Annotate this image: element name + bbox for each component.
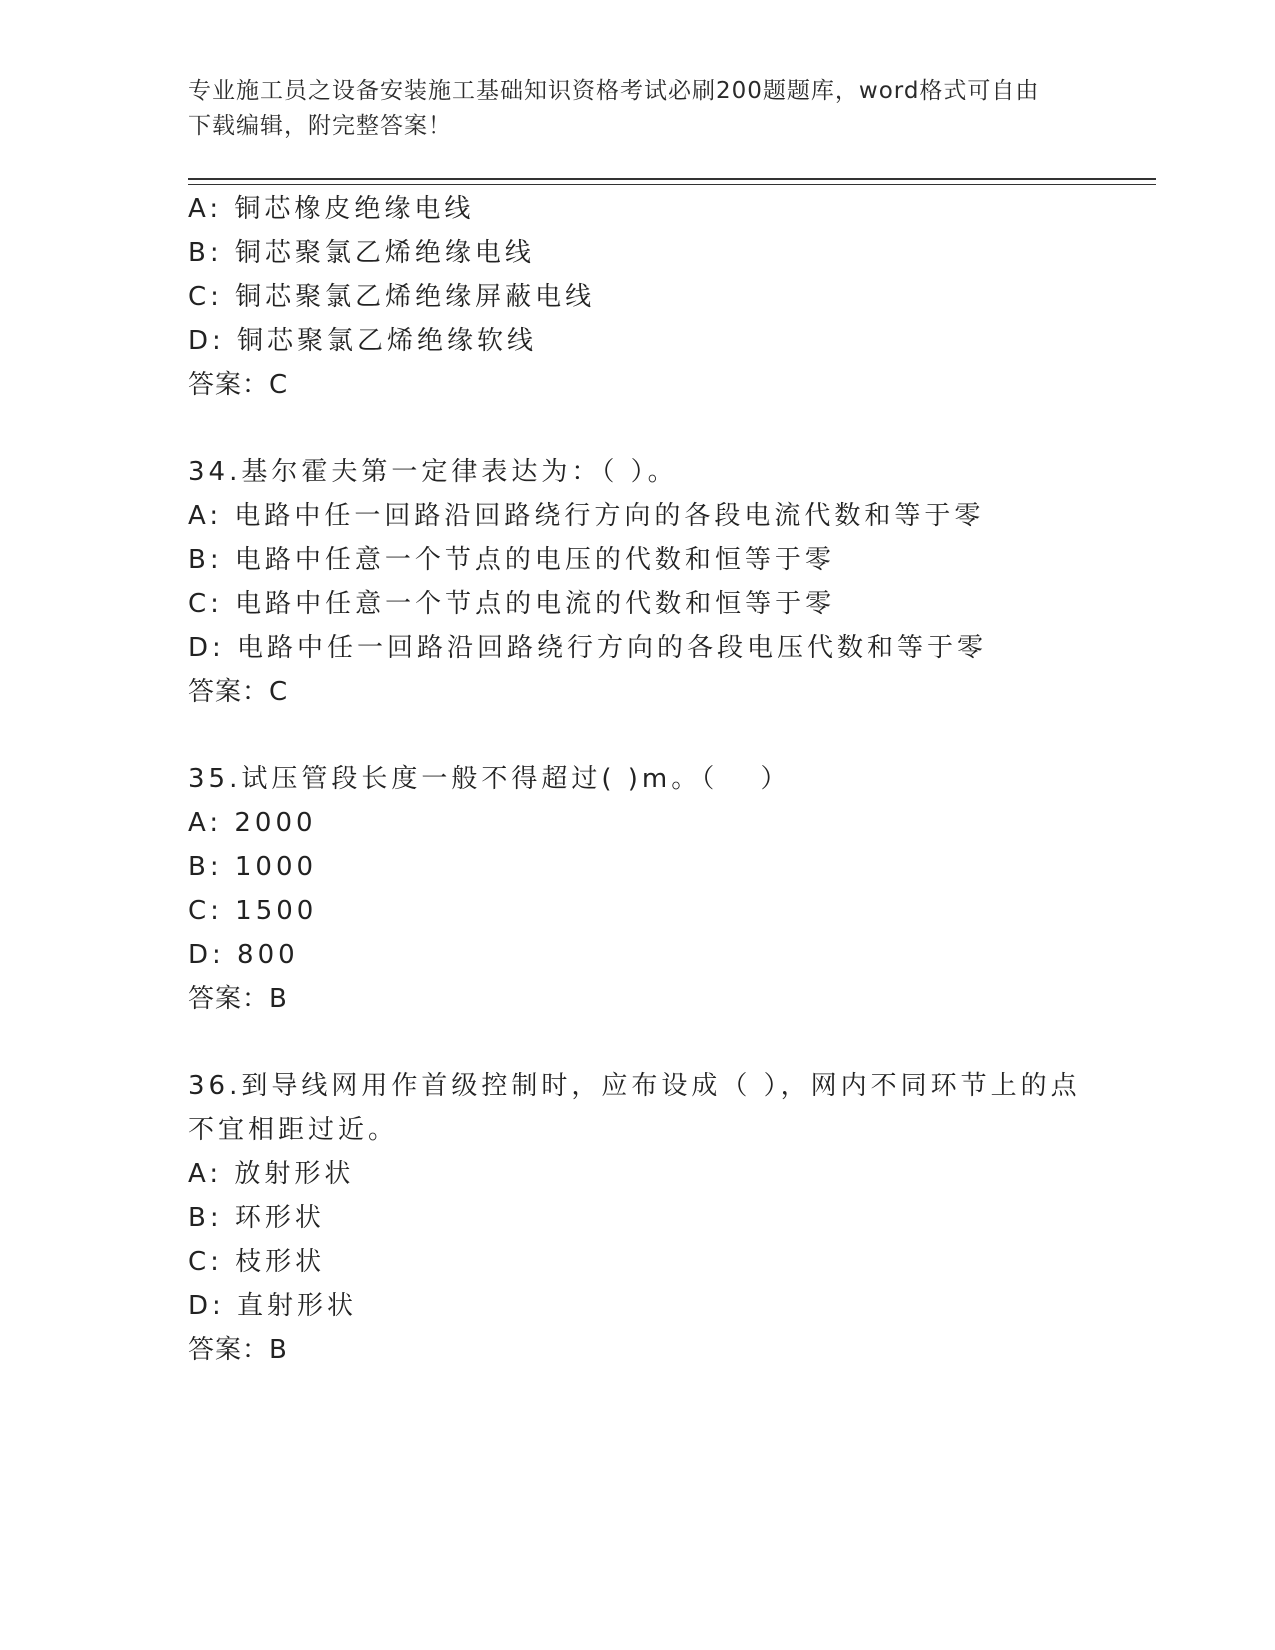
q36-option-c: C: 枝形状 <box>188 1247 326 1277</box>
q34-option-c: C: 电路中任意一个节点的电流的代数和恒等于零 <box>188 589 836 619</box>
q35-option-b: B: 1000 <box>188 852 318 882</box>
q35-question: 35.试压管段长度一般不得超过( )m。（ ） <box>188 764 791 794</box>
header-divider-thin <box>188 184 1156 185</box>
q35-option-c: C: 1500 <box>188 896 318 926</box>
q33-option-a: A: 铜芯橡皮绝缘电线 <box>188 194 475 224</box>
q36-question-line-2: 不宜相距过近。 <box>188 1115 399 1145</box>
q35-option-d: D: 800 <box>188 940 299 970</box>
q36-answer: 答案：B <box>188 1335 288 1365</box>
q34-question: 34.基尔霍夫第一定律表达为：（ ）。 <box>188 457 678 487</box>
q34-option-d: D: 电路中任一回路沿回路绕行方向的各段电压代数和等于零 <box>188 633 988 663</box>
header-line-1: 专业施工员之设备安装施工基础知识资格考试必刷200题题库，word格式可自由 <box>188 78 1040 104</box>
q35-answer: 答案：B <box>188 984 288 1014</box>
q34-answer: 答案：C <box>188 677 289 707</box>
q36-question-line-1: 36.到导线网用作首级控制时，应布设成（ ），网内不同环节上的点 <box>188 1071 1081 1101</box>
q34-option-b: B: 电路中任意一个节点的电压的代数和恒等于零 <box>188 545 835 575</box>
q33-option-b: B: 铜芯聚氯乙烯绝缘电线 <box>188 238 535 268</box>
q36-option-b: B: 环形状 <box>188 1203 325 1233</box>
header-line-2: 下载编辑，附完整答案！ <box>188 113 452 139</box>
q33-option-c: C: 铜芯聚氯乙烯绝缘屏蔽电线 <box>188 282 596 312</box>
q35-option-a: A: 2000 <box>188 808 317 838</box>
header-divider-thick <box>188 178 1156 180</box>
q33-option-d: D: 铜芯聚氯乙烯绝缘软线 <box>188 326 538 356</box>
q36-option-d: D: 直射形状 <box>188 1291 358 1321</box>
q36-option-a: A: 放射形状 <box>188 1159 355 1189</box>
q34-option-a: A: 电路中任一回路沿回路绕行方向的各段电流代数和等于零 <box>188 501 985 531</box>
q33-answer: 答案：C <box>188 370 289 400</box>
document-header <box>188 74 1088 144</box>
